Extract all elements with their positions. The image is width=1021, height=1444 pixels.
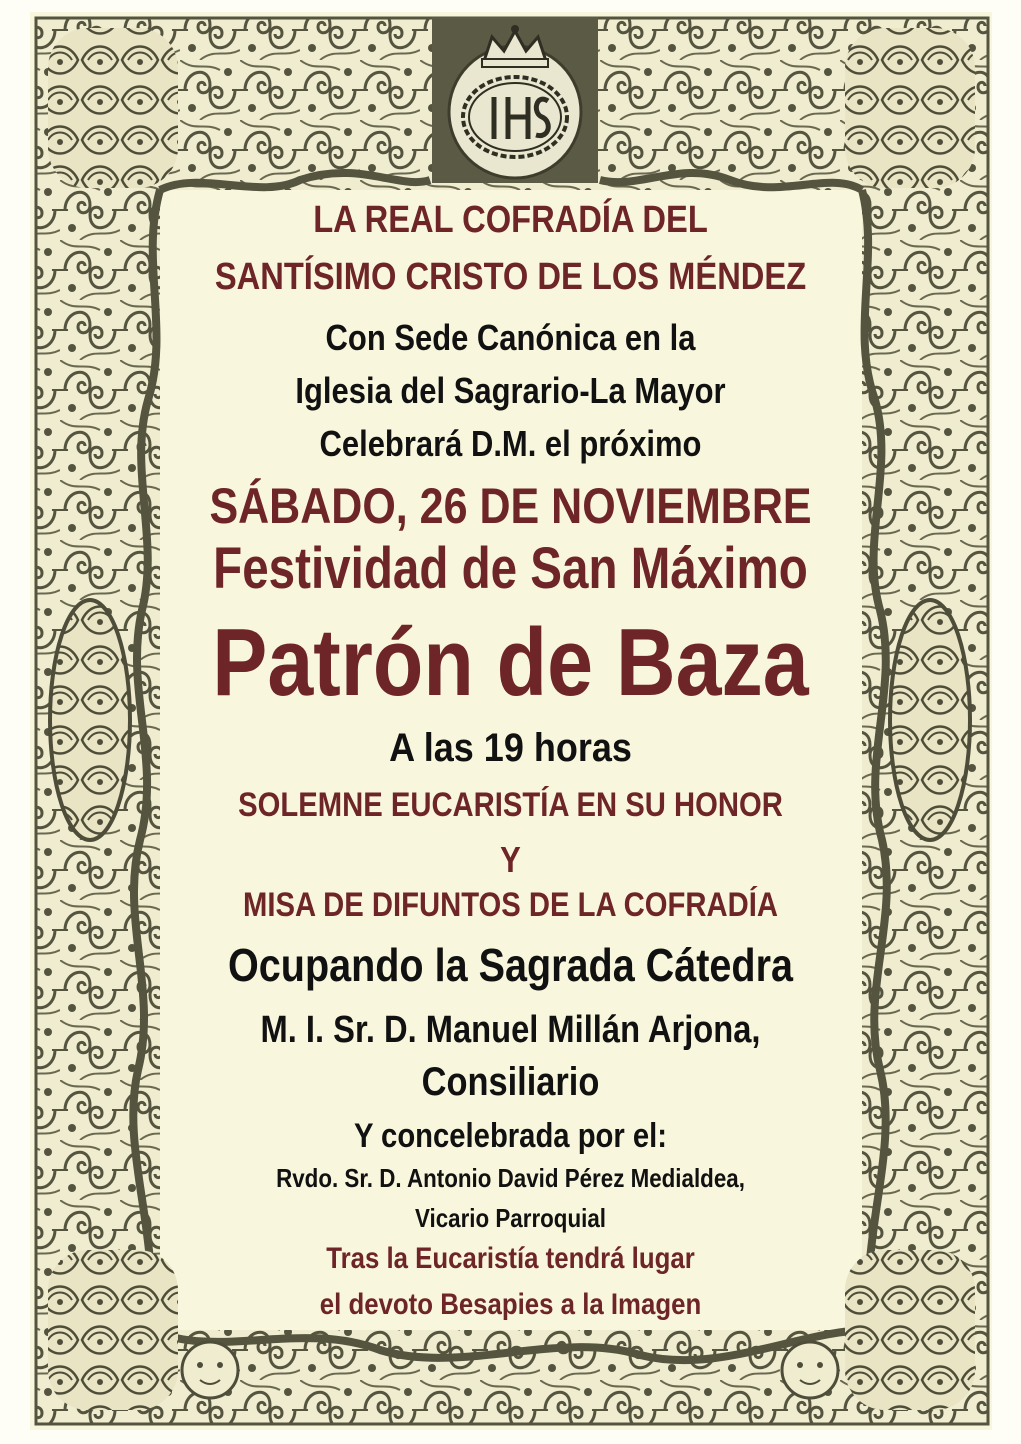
concelebrant-role: Vicario Parroquial [415,1203,606,1233]
announcement-line: Celebrará D.M. el próximo [319,423,702,464]
closing-line-1: Tras la Eucaristía tendrá lugar [326,1242,695,1275]
preacher-role: Consiliario [421,1060,600,1104]
preacher-intro: Ocupando la Sagrada Cátedra [228,939,793,991]
brotherhood-title-line-2: SANTÍSIMO CRISTO DE LOS MÉNDEZ [214,256,807,298]
concelebrant-name: Rvdo. Sr. D. Antonio David Pérez Medialdea, [276,1163,745,1193]
canonical-seat-line-2: Iglesia del Sagrario-La Mayor [295,370,726,411]
preacher-name: M. I. Sr. D. Manuel Millán Arjona, [260,1009,761,1051]
solemn-mass-line: SOLEMNE EUCARISTÍA EN SU HONOR [238,786,783,824]
conjunction-line: Y [500,839,521,880]
festivity-title: Festividad de San Máximo [213,536,808,601]
event-date: SÁBADO, 26 DE NOVIEMBRE [209,478,812,534]
canonical-seat-line-1: Con Sede Canónica en la [325,317,696,358]
requiem-mass-line: MISA DE DIFUNTOS DE LA COFRADÍA [242,886,778,924]
patron-title: Patrón de Baza [212,609,809,716]
event-time: A las 19 horas [389,726,632,770]
closing-line-2: el devoto Besapies a la Imagen [319,1288,702,1321]
concelebrant-intro: Y concelebrada por el: [353,1117,668,1155]
brotherhood-title-line-1: LA REAL COFRADÍA DEL [313,199,708,241]
